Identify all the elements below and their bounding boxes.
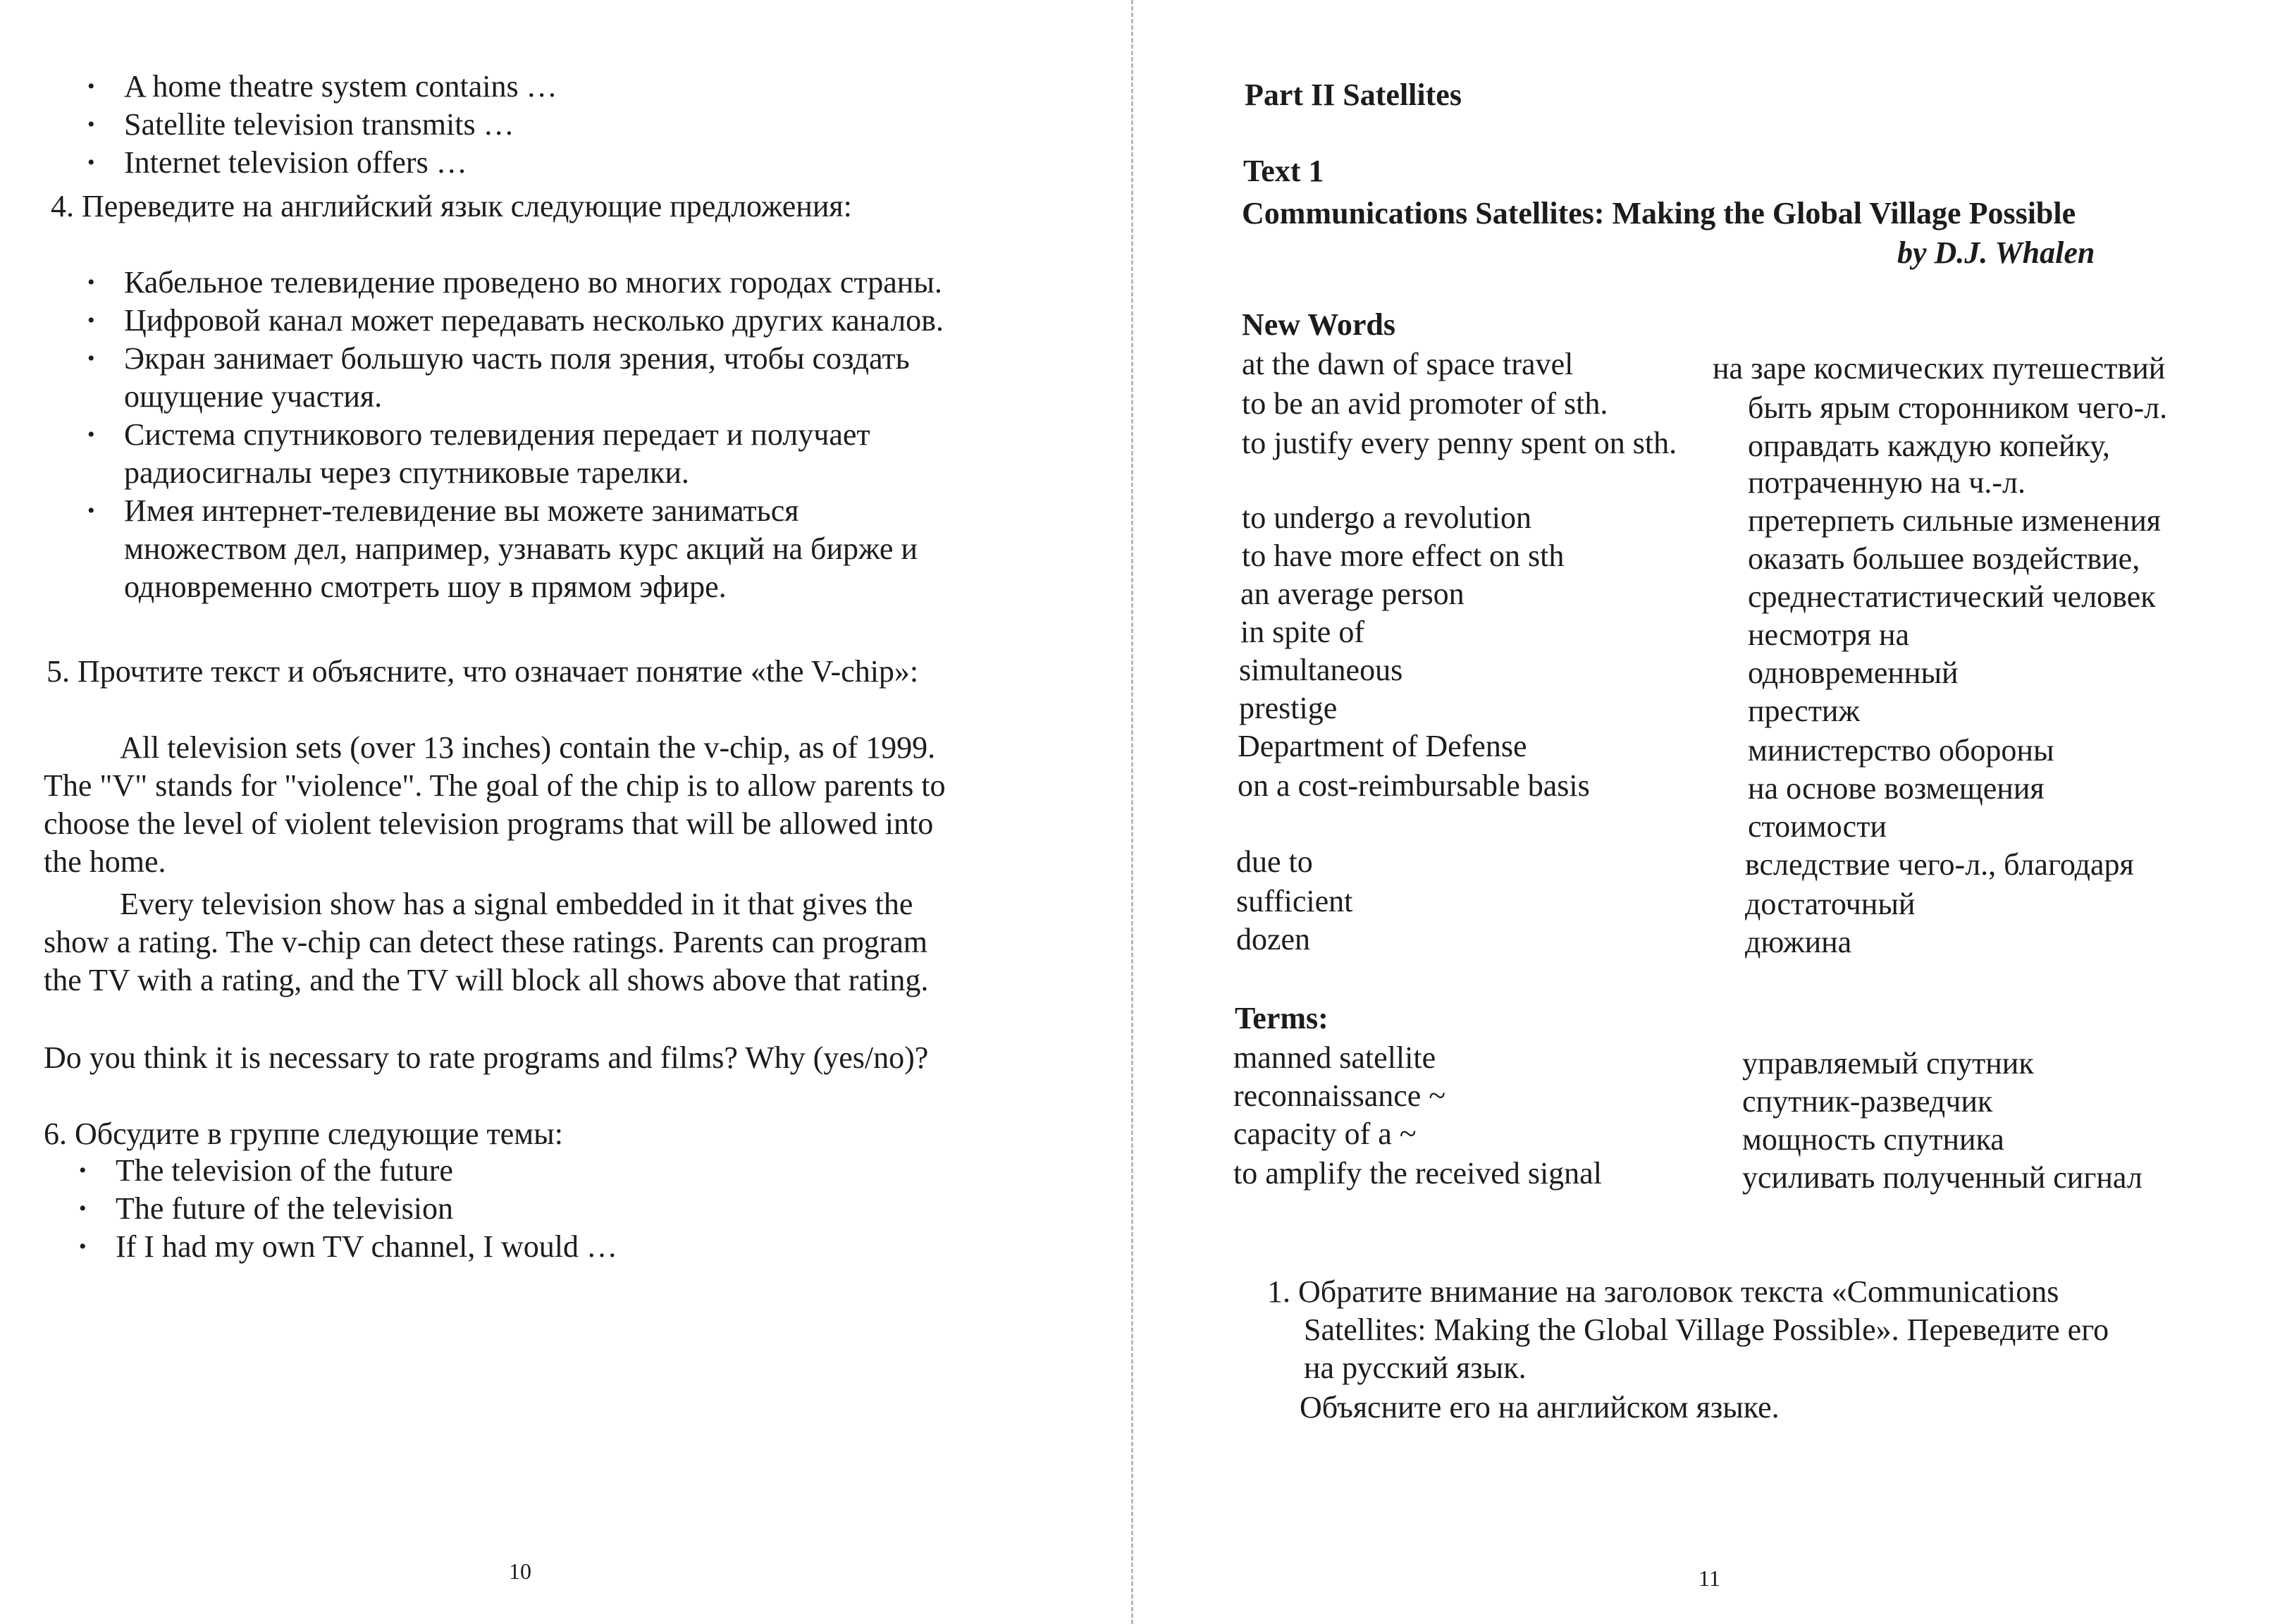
paragraph-line: All television sets (over 13 inches) contain the v-chip, as of 1999. <box>120 730 936 765</box>
vocab-ru: потраченную на ч.-л. <box>1748 465 2026 500</box>
vocab-ru: претерпеть сильные изменения <box>1748 503 2162 538</box>
left-page <box>0 0 1128 1624</box>
vchip-paragraph-2 <box>44 885 1023 999</box>
vocab-en: to have more effect on sth <box>1242 539 1565 573</box>
author: by D.J. Whalen <box>1897 235 2095 270</box>
vocab-en: to undergo a revolution <box>1242 500 1531 535</box>
vocab-en: in spite of <box>1240 615 1364 649</box>
text-title: Communications Satellites: Making the Global Village Possible <box>1242 196 2076 230</box>
vocab-ru: быть ярым сторонником чего-л. <box>1748 390 2168 425</box>
task1-line: 1. Обратите внимание на заголовок текста «Communications <box>1267 1274 2059 1309</box>
page-number: 10 <box>509 1558 531 1584</box>
vocab-ru: стоимости <box>1748 809 1887 844</box>
paragraph-line: the TV with a rating, and the TV will block all shows above that rating. <box>44 963 929 997</box>
paragraph-line: the home. <box>44 844 166 879</box>
page-number: 11 <box>1698 1565 1720 1591</box>
discussion-question: Do you think it is necessary to rate programs and films? Why (yes/no)? <box>44 1040 929 1075</box>
task1-line: Satellites: Making the Global Village Possible». Переведите его <box>1304 1312 2109 1347</box>
vocab-en: sufficient <box>1236 884 1353 918</box>
list-item-line: Система спутникового телевидения передает и получает <box>124 417 870 452</box>
vocab-en: an average person <box>1240 577 1465 611</box>
vocab-ru: на основе возмещения <box>1748 771 2045 806</box>
vocab-ru: министерство обороны <box>1748 733 2054 768</box>
list-item: • The television of the future <box>75 1152 617 1190</box>
task6-list <box>75 1152 617 1266</box>
vocab-ru: среднестатистический человек <box>1748 579 2156 614</box>
paragraph-line: show a rating. The v-chip can detect these ratings. Parents can program <box>44 925 927 959</box>
list-item: • Internet television offers … <box>83 144 557 182</box>
vchip-paragraph-1 <box>44 729 1023 881</box>
vocab-ru: оправдать каждую копейку, <box>1748 429 2110 463</box>
part-title: Part II Satellites <box>1245 78 1462 112</box>
term-en: to amplify the received signal <box>1233 1156 1602 1191</box>
term-ru: управляемый спутник <box>1742 1046 2034 1081</box>
term-en: manned satellite <box>1233 1040 1436 1075</box>
list-item-line: множеством дел, например, узнавать курс акций на бирже и <box>124 531 918 566</box>
paragraph-line: The "V" stands for "violence". The goal of the chip is to allow parents to <box>44 768 946 803</box>
list-item: • The future of the television <box>75 1190 617 1228</box>
vocab-ru: достаточный <box>1745 887 1916 921</box>
task1-line: на русский язык. <box>1304 1351 1527 1385</box>
term-ru: спутник-разведчик <box>1742 1084 1993 1119</box>
vocab-en: Department of Defense <box>1238 729 1527 763</box>
right-page <box>1128 0 2275 1624</box>
vocab-en: to be an avid promoter of sth. <box>1242 386 1608 421</box>
vocab-ru: вследствие чего-л., благодаря <box>1745 847 2134 882</box>
top-bullet-list <box>83 68 557 182</box>
list-item <box>83 340 944 416</box>
term-ru: усиливать полученный сигнал <box>1742 1160 2143 1195</box>
list-item: • If I had my own TV channel, I would … <box>75 1228 617 1266</box>
paragraph-line: choose the level of violent television programs that will be allowed into <box>44 806 934 841</box>
paragraph-line: Every television show has a signal embedded in it that gives the <box>120 887 913 921</box>
list-item-line: радиосигналы через спутниковые тарелки. <box>124 455 689 490</box>
list-item: • A home theatre system contains … <box>83 68 557 106</box>
vocab-ru: на заре космических путешествий <box>1713 351 2166 386</box>
vocab-ru: оказать большее воздействие, <box>1748 541 2140 576</box>
vocab-en: simultaneous <box>1239 653 1403 687</box>
task6-heading: 6. Обсудите в группе следующие темы: <box>44 1116 563 1151</box>
terms-heading: Terms: <box>1235 1001 1328 1035</box>
list-item-line: Цифровой канал может передавать несколько других каналов. <box>124 303 944 338</box>
vocab-en: dozen <box>1236 922 1311 956</box>
term-ru: мощность спутника <box>1742 1122 2004 1157</box>
list-item <box>83 264 944 302</box>
vocab-ru: одновременный <box>1748 656 1959 690</box>
task4-list <box>83 264 944 606</box>
task4-heading: 4. Переведите на английский язык следующие предложения: <box>51 189 852 223</box>
term-en: reconnaissance ~ <box>1233 1078 1446 1113</box>
list-item <box>83 302 944 340</box>
vocab-en: due to <box>1236 844 1313 879</box>
list-item-line: Экран занимает большую часть поля зрения, чтобы создать <box>124 341 910 376</box>
new-words-heading: New Words <box>1242 307 1395 342</box>
vocab-ru: дюжина <box>1745 925 1852 959</box>
list-item-line: Имея интернет-телевидение вы можете заниматься <box>124 493 799 528</box>
list-item <box>83 492 944 606</box>
text-label: Text 1 <box>1243 154 1324 188</box>
vocab-en: to justify every penny spent on sth. <box>1242 426 1677 460</box>
vocab-ru: несмотря на <box>1748 617 1910 652</box>
list-item-line: Кабельное телевидение проведено во многих городах страны. <box>124 265 942 300</box>
list-item <box>83 416 944 492</box>
vocab-en: on a cost-reimbursable basis <box>1238 768 1590 803</box>
task5-heading: 5. Прочтите текст и объясните, что означает понятие «the V-chip»: <box>47 654 919 689</box>
vocab-en: at the dawn of space travel <box>1242 347 1574 381</box>
list-item-line: ощущение участия. <box>124 379 383 414</box>
list-item-line: одновременно смотреть шоу в прямом эфире. <box>124 570 727 604</box>
task1-extra-line: Объясните его на английском языке. <box>1300 1390 1780 1425</box>
vocab-ru: престиж <box>1748 694 1860 728</box>
vocab-en: prestige <box>1239 691 1338 725</box>
term-en: capacity of a ~ <box>1233 1116 1417 1151</box>
list-item: • Satellite television transmits … <box>83 106 557 144</box>
